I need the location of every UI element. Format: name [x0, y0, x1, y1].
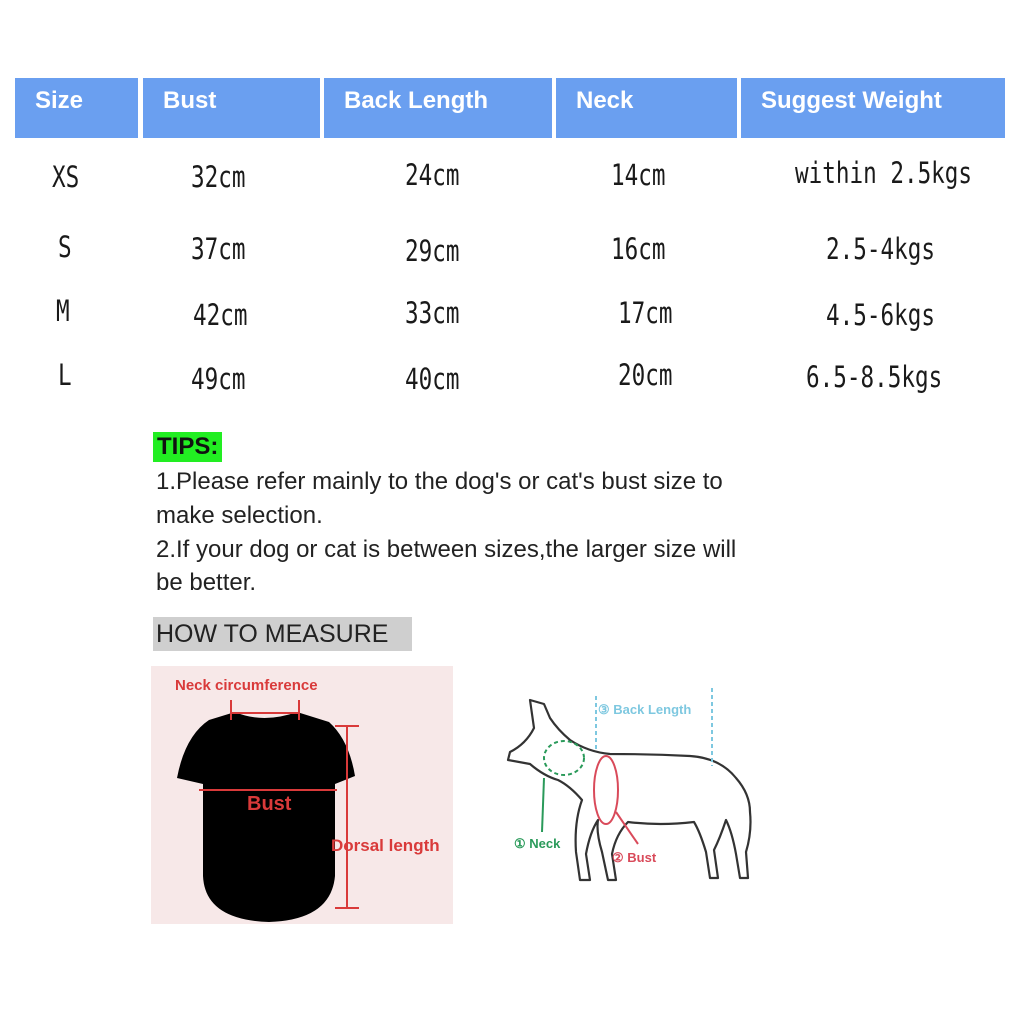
header-suggest-weight: Suggest Weight	[741, 78, 1005, 138]
bust-label: Bust	[247, 793, 292, 815]
dog-illustration	[500, 682, 770, 892]
tips-line: be better.	[156, 569, 257, 596]
table-cell-size: S	[58, 230, 72, 264]
dog-bust-label: ② Bust	[612, 850, 657, 865]
shirt-measure-diagram	[151, 666, 453, 924]
size-table-header	[15, 78, 1005, 138]
table-cell-neck: 14cm	[611, 158, 666, 192]
table-cell-neck: 17cm	[618, 296, 673, 330]
header-bust: Bust	[143, 78, 320, 138]
tips-line: make selection.	[156, 502, 323, 529]
dorsal-length-label: Dorsal length	[331, 836, 440, 855]
header-neck: Neck	[556, 78, 737, 138]
header-back-length: Back Length	[324, 78, 552, 138]
dog-measure-diagram	[500, 682, 770, 892]
table-cell-bust: 37cm	[191, 232, 246, 266]
neck-label: ① Neck	[514, 836, 561, 851]
table-cell-weight: 6.5-8.5kgs	[806, 360, 943, 394]
table-cell-size: XS	[52, 160, 80, 194]
table-cell-neck: 20cm	[618, 358, 673, 392]
tips-line: 2.If your dog or cat is between sizes,the larger size will	[156, 536, 737, 563]
table-cell-size: L	[58, 358, 72, 392]
neck-circumference-label: Neck circumference	[175, 677, 318, 694]
header-size: Size	[15, 78, 138, 138]
table-cell-bust: 42cm	[193, 298, 248, 332]
tips-line: 1.Please refer mainly to the dog's or cat's bust size to	[156, 468, 723, 495]
table-cell-neck: 16cm	[611, 232, 666, 266]
table-cell-back-length: 33cm	[405, 296, 460, 330]
shirt-illustration	[151, 666, 453, 924]
table-cell-back-length: 29cm	[405, 234, 460, 268]
back-length-label: ③ Back Length	[598, 702, 692, 717]
table-cell-weight: 4.5-6kgs	[826, 298, 935, 332]
table-cell-back-length: 40cm	[405, 362, 460, 396]
table-cell-weight: 2.5-4kgs	[826, 232, 935, 266]
table-cell-bust: 32cm	[191, 160, 246, 194]
table-cell-weight: within 2.5kgs	[795, 156, 973, 190]
tips-label: TIPS:	[153, 432, 222, 462]
table-cell-bust: 49cm	[191, 362, 246, 396]
shirt-silhouette	[177, 712, 355, 922]
table-cell-back-length: 24cm	[405, 158, 460, 192]
how-to-measure-title: HOW TO MEASURE	[153, 617, 412, 651]
table-cell-size: M	[56, 294, 70, 328]
